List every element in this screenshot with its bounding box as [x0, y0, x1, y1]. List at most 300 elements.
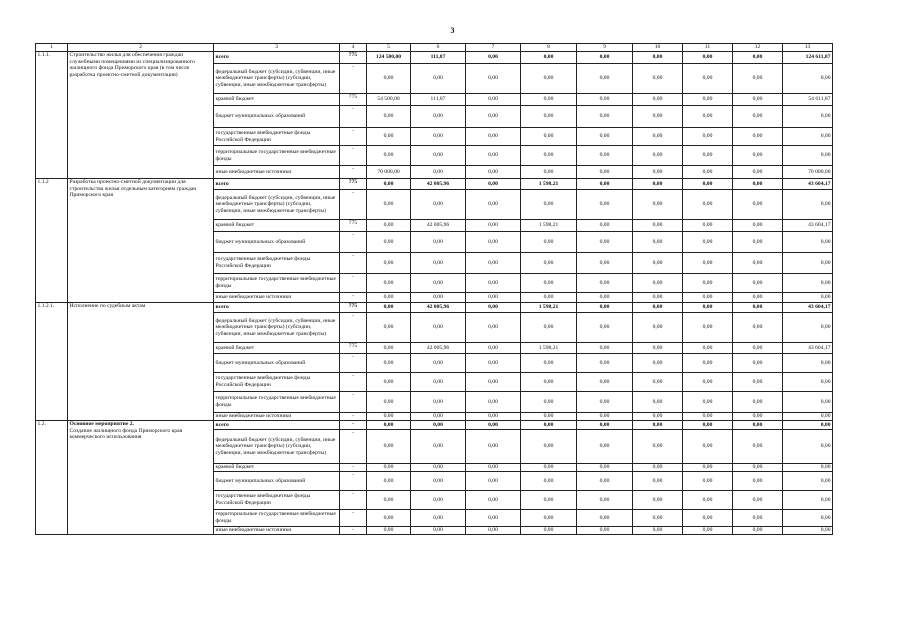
- value-cell: 0,00: [633, 94, 683, 106]
- value-cell: 1 598,21: [521, 220, 577, 232]
- value-cell: 0,00: [466, 392, 521, 413]
- budget-code: -: [340, 430, 367, 464]
- value-cell: 0,00: [633, 527, 683, 535]
- value-cell: 0,00: [577, 94, 633, 106]
- value-cell: 0,00: [411, 373, 466, 392]
- section-code: 1.2.: [36, 421, 68, 535]
- value-total: 0,00: [783, 232, 833, 253]
- section-name-text: Создание жилищного фонда Приморского края коммерческого использования: [69, 427, 183, 441]
- value-cell: 0,00: [577, 313, 633, 343]
- value-cell: 0,00: [466, 64, 521, 94]
- column-number: 6: [411, 44, 466, 52]
- funding-source: федеральный бюджет (субсидии, субвенции, иные межбюджетные трансферты) (субсидии, субвенции, иные межбюджетные трансферты): [214, 313, 340, 343]
- budget-code: -: [340, 146, 367, 166]
- budget-code: -: [340, 354, 367, 373]
- value-total: 43 604,17: [783, 220, 833, 232]
- funding-source: всего: [214, 52, 340, 64]
- value-cell: 0,00: [733, 510, 783, 527]
- section-name-text: Исполнение по судебным актам: [69, 303, 146, 309]
- value-cell: 0,00: [411, 313, 466, 343]
- value-cell: 0,00: [577, 166, 633, 179]
- funding-source: иные внебюджетные источники: [214, 293, 340, 303]
- value-cell: 0,00: [733, 472, 783, 491]
- value-cell: 0,00: [577, 293, 633, 303]
- value-cell: 0,00: [633, 166, 683, 179]
- column-number: 3: [214, 44, 340, 52]
- value-cell: 0,00: [733, 421, 783, 430]
- value-total: 0,00: [783, 146, 833, 166]
- value-cell: 0,00: [367, 343, 411, 354]
- funding-source: бюджет муниципальных образований: [214, 232, 340, 253]
- value-cell: 0,00: [683, 274, 733, 293]
- value-cell: 0,00: [683, 128, 733, 146]
- value-cell: 0,00: [733, 392, 783, 413]
- value-total: 0,00: [783, 421, 833, 430]
- value-cell: 0,00: [466, 166, 521, 179]
- budget-code: -: [340, 421, 367, 430]
- value-cell: 0,00: [466, 313, 521, 343]
- value-cell: 0,00: [733, 179, 783, 190]
- value-cell: 0,00: [367, 527, 411, 535]
- value-cell: 0,00: [521, 510, 577, 527]
- value-total: 0,00: [783, 64, 833, 94]
- value-cell: 0,00: [683, 179, 733, 190]
- value-cell: 0,00: [633, 373, 683, 392]
- section-name: [68, 179, 214, 303]
- value-cell: 0,00: [633, 190, 683, 220]
- value-total: 0,00: [783, 510, 833, 527]
- value-cell: 0,00: [683, 146, 733, 166]
- value-cell: 0,00: [521, 166, 577, 179]
- value-cell: 0,00: [577, 421, 633, 430]
- section-name-text: Разработка проектно-сметной документации для строительства жилья отдельным категориям граждан Приморского края: [69, 179, 197, 199]
- funding-source: государственные внебюджетные фонды Российской Федерации: [214, 491, 340, 510]
- value-cell: 0,00: [466, 179, 521, 190]
- value-cell: 0,00: [577, 253, 633, 274]
- column-number: 8: [521, 44, 577, 52]
- value-cell: 0,00: [521, 190, 577, 220]
- value-cell: 0,00: [411, 146, 466, 166]
- value-cell: 0,00: [521, 491, 577, 510]
- value-cell: 0,00: [466, 421, 521, 430]
- value-cell: 0,00: [521, 413, 577, 421]
- value-cell: 0,00: [521, 52, 577, 64]
- budget-code: -: [340, 190, 367, 220]
- value-cell: 0,00: [577, 354, 633, 373]
- value-cell: 0,00: [577, 373, 633, 392]
- value-cell: 0,00: [733, 354, 783, 373]
- column-number: 9: [577, 44, 633, 52]
- value-cell: 0,00: [521, 106, 577, 128]
- budget-code: -: [340, 64, 367, 94]
- value-cell: 0,00: [367, 293, 411, 303]
- budget-code: -: [340, 128, 367, 146]
- value-cell: 0,00: [733, 491, 783, 510]
- budget-code: -: [340, 274, 367, 293]
- value-cell: 42 005,96: [411, 343, 466, 354]
- budget-code: -: [340, 253, 367, 274]
- value-cell: 0,00: [683, 253, 733, 274]
- funding-source: краевой бюджет: [214, 220, 340, 232]
- value-cell: 0,00: [633, 430, 683, 464]
- value-cell: 0,00: [733, 413, 783, 421]
- value-cell: 0,00: [633, 510, 683, 527]
- funding-source: краевой бюджет: [214, 343, 340, 354]
- value-cell: 0,00: [367, 510, 411, 527]
- funding-source: государственные внебюджетные фонды Российской Федерации: [214, 373, 340, 392]
- value-cell: 0,00: [466, 413, 521, 421]
- value-cell: 0,00: [733, 253, 783, 274]
- value-cell: 0,00: [577, 220, 633, 232]
- value-cell: 0,00: [577, 128, 633, 146]
- value-cell: 0,00: [633, 64, 683, 94]
- value-cell: 0,00: [633, 464, 683, 472]
- value-cell: 0,00: [466, 303, 521, 313]
- value-cell: 0,00: [733, 64, 783, 94]
- value-cell: 0,00: [411, 64, 466, 94]
- value-cell: 0,00: [633, 274, 683, 293]
- value-cell: 0,00: [633, 303, 683, 313]
- value-cell: 0,00: [466, 146, 521, 166]
- value-cell: 0,00: [577, 343, 633, 354]
- budget-code: -: [340, 510, 367, 527]
- budget-code: -: [340, 491, 367, 510]
- funding-source: территориальные государственные внебюджетные фонды: [214, 146, 340, 166]
- value-cell: 0,00: [683, 166, 733, 179]
- funding-source: территориальные государственные внебюджетные фонды: [214, 510, 340, 527]
- value-total: 0,00: [783, 413, 833, 421]
- value-cell: 0,00: [633, 232, 683, 253]
- value-cell: 0,00: [367, 472, 411, 491]
- value-cell: 0,00: [577, 190, 633, 220]
- budget-code: -: [340, 313, 367, 343]
- value-cell: 54 500,00: [367, 94, 411, 106]
- value-cell: 0,00: [411, 464, 466, 472]
- value-cell: 0,00: [733, 464, 783, 472]
- value-cell: 0,00: [683, 52, 733, 64]
- value-cell: 0,00: [633, 128, 683, 146]
- column-number: 13: [783, 44, 833, 52]
- value-total: 43 604,17: [783, 343, 833, 354]
- value-cell: 0,00: [577, 106, 633, 128]
- value-cell: 0,00: [466, 94, 521, 106]
- value-cell: 0,00: [577, 303, 633, 313]
- value-cell: 0,00: [633, 413, 683, 421]
- table-row: [36, 179, 833, 190]
- value-total: 124 611,87: [783, 52, 833, 64]
- value-cell: 0,00: [521, 392, 577, 413]
- value-cell: 0,00: [683, 354, 733, 373]
- value-cell: 0,00: [577, 146, 633, 166]
- value-cell: 0,00: [733, 52, 783, 64]
- value-cell: 0,00: [633, 146, 683, 166]
- value-cell: 0,00: [367, 392, 411, 413]
- column-number: 12: [733, 44, 783, 52]
- value-cell: 0,00: [367, 464, 411, 472]
- value-cell: 0,00: [411, 106, 466, 128]
- value-cell: 0,00: [411, 472, 466, 491]
- value-cell: 0,00: [411, 392, 466, 413]
- value-cell: 0,00: [466, 527, 521, 535]
- value-cell: 0,00: [521, 232, 577, 253]
- value-cell: 0,00: [411, 354, 466, 373]
- budget-code: 775: [340, 94, 367, 106]
- value-cell: 0,00: [466, 52, 521, 64]
- value-total: 0,00: [783, 253, 833, 274]
- value-cell: 0,00: [466, 274, 521, 293]
- funding-source: территориальные государственные внебюджетные фонды: [214, 392, 340, 413]
- value-cell: 0,00: [633, 106, 683, 128]
- budget-code: -: [340, 373, 367, 392]
- value-cell: 0,00: [367, 232, 411, 253]
- table-row: [36, 303, 833, 313]
- budget-code: -: [340, 527, 367, 535]
- value-cell: 0,00: [683, 413, 733, 421]
- column-number: 5: [367, 44, 411, 52]
- value-cell: 0,00: [411, 430, 466, 464]
- value-total: 0,00: [783, 190, 833, 220]
- value-cell: 0,00: [733, 166, 783, 179]
- value-cell: 0,00: [733, 430, 783, 464]
- value-cell: 0,00: [466, 232, 521, 253]
- value-cell: 0,00: [683, 94, 733, 106]
- value-total: 0,00: [783, 128, 833, 146]
- value-cell: 0,00: [577, 430, 633, 464]
- value-cell: 0,00: [633, 472, 683, 491]
- value-cell: 0,00: [521, 274, 577, 293]
- value-cell: 0,00: [367, 146, 411, 166]
- value-cell: 0,00: [411, 421, 466, 430]
- budget-code: -: [340, 293, 367, 303]
- value-cell: 0,00: [633, 293, 683, 303]
- value-total: 0,00: [783, 373, 833, 392]
- budget-code: 775: [340, 179, 367, 190]
- funding-source: бюджет муниципальных образований: [214, 354, 340, 373]
- value-cell: 1 598,21: [521, 343, 577, 354]
- value-cell: 42 005,96: [411, 179, 466, 190]
- funding-source: всего: [214, 421, 340, 430]
- value-cell: 0,00: [367, 491, 411, 510]
- value-cell: 111,87: [411, 94, 466, 106]
- column-number-row: [36, 44, 833, 52]
- value-cell: 0,00: [367, 274, 411, 293]
- column-number: 1: [36, 44, 68, 52]
- value-cell: 0,00: [683, 472, 733, 491]
- value-cell: 0,00: [466, 373, 521, 392]
- value-cell: 0,00: [733, 373, 783, 392]
- value-cell: 0,00: [683, 190, 733, 220]
- value-total: 0,00: [783, 527, 833, 535]
- section-name: [68, 421, 214, 535]
- value-cell: 0,00: [633, 421, 683, 430]
- value-cell: 0,00: [733, 303, 783, 313]
- value-cell: 0,00: [733, 527, 783, 535]
- value-cell: 0,00: [466, 491, 521, 510]
- value-cell: 0,00: [683, 303, 733, 313]
- value-cell: 0,00: [521, 421, 577, 430]
- value-cell: 0,00: [367, 354, 411, 373]
- value-cell: 0,00: [367, 106, 411, 128]
- value-cell: 0,00: [733, 128, 783, 146]
- value-total: 0,00: [783, 293, 833, 303]
- value-cell: 0,00: [521, 293, 577, 303]
- value-cell: 0,00: [521, 146, 577, 166]
- value-cell: 0,00: [411, 232, 466, 253]
- funding-source: бюджет муниципальных образований: [214, 472, 340, 491]
- value-cell: 0,00: [521, 64, 577, 94]
- funding-source: федеральный бюджет (субсидии, субвенции, иные межбюджетные трансферты) (субсидии, субвенции, иные межбюджетные трансферты): [214, 430, 340, 464]
- funding-source: всего: [214, 303, 340, 313]
- column-number: 2: [68, 44, 214, 52]
- value-total: 0,00: [783, 313, 833, 343]
- value-cell: 0,00: [521, 527, 577, 535]
- value-cell: 0,00: [466, 293, 521, 303]
- value-cell: 0,00: [466, 464, 521, 472]
- budget-code: -: [340, 166, 367, 179]
- value-cell: 0,00: [466, 472, 521, 491]
- budget-code: -: [340, 413, 367, 421]
- value-cell: 0,00: [577, 392, 633, 413]
- value-total: 0,00: [783, 354, 833, 373]
- value-cell: 0,00: [733, 274, 783, 293]
- value-cell: 0,00: [683, 491, 733, 510]
- budget-code: 775: [340, 220, 367, 232]
- section-name: [68, 52, 214, 179]
- section-code: 1.1.2: [36, 179, 68, 303]
- budget-table: [35, 43, 833, 535]
- value-cell: 0,00: [411, 190, 466, 220]
- value-cell: 0,00: [683, 64, 733, 94]
- value-cell: 0,00: [733, 106, 783, 128]
- value-cell: 0,00: [367, 430, 411, 464]
- budget-code: -: [340, 464, 367, 472]
- value-cell: 0,00: [577, 274, 633, 293]
- value-cell: 42 005,96: [411, 303, 466, 313]
- value-cell: 0,00: [683, 392, 733, 413]
- value-cell: 0,00: [577, 413, 633, 421]
- value-cell: 0,00: [411, 510, 466, 527]
- value-cell: 0,00: [683, 293, 733, 303]
- value-cell: 0,00: [411, 274, 466, 293]
- funding-source: иные внебюджетные источники: [214, 527, 340, 535]
- value-cell: 0,00: [633, 313, 683, 343]
- funding-source: краевой бюджет: [214, 464, 340, 472]
- value-cell: 0,00: [367, 128, 411, 146]
- value-cell: 0,00: [577, 232, 633, 253]
- value-cell: 0,00: [521, 373, 577, 392]
- value-cell: 0,00: [577, 510, 633, 527]
- value-cell: 0,00: [633, 491, 683, 510]
- value-cell: 0,00: [521, 464, 577, 472]
- funding-source: государственные внебюджетные фонды Российской Федерации: [214, 253, 340, 274]
- value-total: 0,00: [783, 106, 833, 128]
- value-cell: 0,00: [733, 190, 783, 220]
- value-cell: 0,00: [466, 128, 521, 146]
- value-cell: 0,00: [466, 106, 521, 128]
- value-cell: 0,00: [411, 413, 466, 421]
- value-cell: 0,00: [466, 510, 521, 527]
- value-cell: 0,00: [466, 253, 521, 274]
- value-cell: 0,00: [411, 253, 466, 274]
- column-number: 10: [633, 44, 683, 52]
- budget-code: 775: [340, 303, 367, 313]
- funding-source: территориальные государственные внебюджетные фонды: [214, 274, 340, 293]
- funding-source: бюджет муниципальных образований: [214, 106, 340, 128]
- value-cell: 0,00: [367, 421, 411, 430]
- section-code: 1.1.1.: [36, 52, 68, 179]
- value-cell: 1 598,21: [521, 179, 577, 190]
- value-cell: 42 005,96: [411, 220, 466, 232]
- value-cell: 0,00: [367, 373, 411, 392]
- section-name: [68, 303, 214, 421]
- value-cell: 0,00: [521, 313, 577, 343]
- funding-source: федеральный бюджет (субсидии, субвенции, иные межбюджетные трансферты) (субсидии, субвенции, иные межбюджетные трансферты): [214, 190, 340, 220]
- value-cell: 0,00: [411, 293, 466, 303]
- funding-source: краевой бюджет: [214, 94, 340, 106]
- value-cell: 0,00: [683, 343, 733, 354]
- budget-code: -: [340, 232, 367, 253]
- value-cell: 0,00: [466, 190, 521, 220]
- value-cell: 0,00: [367, 190, 411, 220]
- value-cell: 0,00: [411, 527, 466, 535]
- value-total: 0,00: [783, 392, 833, 413]
- value-cell: 0,00: [521, 430, 577, 464]
- value-cell: 0,00: [733, 220, 783, 232]
- value-total: 0,00: [783, 464, 833, 472]
- column-number: 4: [340, 44, 367, 52]
- value-cell: 0,00: [733, 146, 783, 166]
- value-total: 0,00: [783, 491, 833, 510]
- value-cell: 0,00: [633, 354, 683, 373]
- value-cell: 0,00: [733, 232, 783, 253]
- budget-code: 775: [340, 52, 367, 64]
- table-row: [36, 421, 833, 430]
- section-name-heading: Основное мероприятие 2.: [69, 421, 134, 427]
- value-cell: 0,00: [683, 313, 733, 343]
- value-total: 43 604,17: [783, 179, 833, 190]
- value-total: 70 000,00: [783, 166, 833, 179]
- budget-code: -: [340, 106, 367, 128]
- funding-source: государственные внебюджетные фонды Российской Федерации: [214, 128, 340, 146]
- value-cell: 0,00: [367, 253, 411, 274]
- value-cell: 0,00: [577, 472, 633, 491]
- value-cell: 0,00: [633, 52, 683, 64]
- value-total: 0,00: [783, 430, 833, 464]
- value-cell: 0,00: [683, 373, 733, 392]
- column-number: 7: [466, 44, 521, 52]
- value-cell: 0,00: [633, 220, 683, 232]
- section-code: 1.1.2.1.: [36, 303, 68, 421]
- value-cell: 0,00: [733, 293, 783, 303]
- value-cell: 0,00: [633, 253, 683, 274]
- value-cell: 0,00: [521, 354, 577, 373]
- value-cell: 0,00: [683, 232, 733, 253]
- value-cell: 0,00: [683, 220, 733, 232]
- funding-source: иные внебюджетные источники: [214, 413, 340, 421]
- value-cell: 0,00: [521, 94, 577, 106]
- value-cell: 0,00: [683, 421, 733, 430]
- value-cell: 0,00: [577, 179, 633, 190]
- column-number: 11: [683, 44, 733, 52]
- value-cell: 124 500,00: [367, 52, 411, 64]
- table-row: [36, 52, 833, 64]
- value-cell: 0,00: [466, 343, 521, 354]
- value-cell: 0,00: [683, 510, 733, 527]
- value-total: 0,00: [783, 274, 833, 293]
- value-cell: 0,00: [466, 220, 521, 232]
- value-cell: 0,00: [733, 343, 783, 354]
- value-cell: 0,00: [411, 491, 466, 510]
